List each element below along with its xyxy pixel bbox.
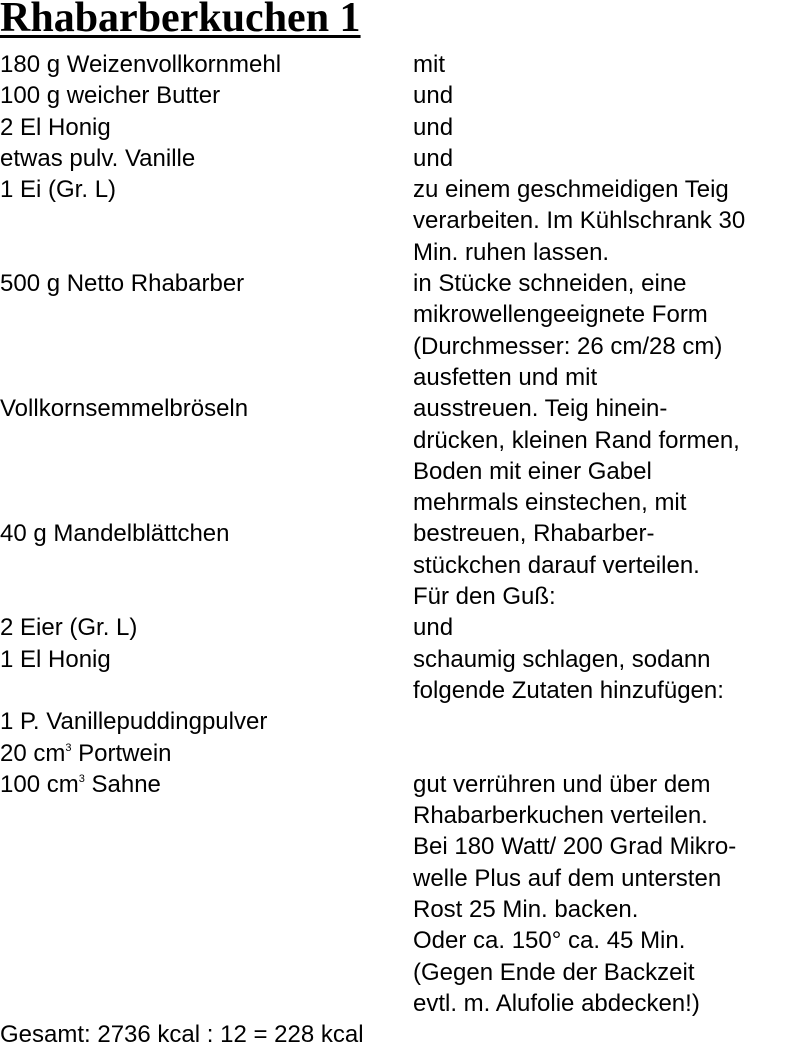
recipe-body bbox=[0, 49, 786, 1051]
instruction-line: verarbeiten. Im Kühlschrank 30 bbox=[413, 207, 746, 235]
ingredient-name: Portwein bbox=[71, 739, 172, 767]
instruction-line: Boden mit einer Gabel bbox=[413, 457, 652, 485]
ingredient: 2 Eier (Gr. L) bbox=[0, 614, 138, 642]
instruction-line: in Stücke schneiden, eine bbox=[413, 270, 687, 298]
recipe-row bbox=[0, 644, 786, 707]
recipe-row bbox=[0, 80, 786, 111]
calorie-total: Gesamt: 2736 kcal : 12 = 228 kcal bbox=[0, 1021, 364, 1049]
ingredient: 180 g Weizenvollkornmehl bbox=[0, 51, 282, 78]
instruction-line: gut verrühren und über dem bbox=[413, 770, 711, 798]
ingredient: 1 P. Vanillepuddingpulver bbox=[0, 708, 268, 736]
instruction bbox=[413, 268, 786, 393]
instruction-line: und bbox=[413, 113, 454, 141]
ingredient-amount: 20 cm bbox=[0, 739, 66, 767]
instruction-line: drücken, kleinen Rand formen, bbox=[413, 426, 740, 454]
instruction-line: Für den Guß: bbox=[413, 583, 556, 611]
recipe-row bbox=[0, 112, 786, 143]
instruction-line: mikrowellengeeignete Form bbox=[413, 301, 708, 329]
ingredient: 100 g weicher Butter bbox=[0, 82, 221, 110]
recipe-title: Rhabarberkuchen 1 bbox=[0, 0, 361, 41]
instruction-line: Bei 180 Watt/ 200 Grad Mikro- bbox=[413, 833, 737, 861]
instruction-line: Rhabarberkuchen verteilen. bbox=[413, 802, 708, 830]
instruction-line: folgende Zutaten hinzufügen: bbox=[413, 676, 724, 704]
instruction-line: Min. ruhen lassen. bbox=[413, 238, 610, 266]
instruction bbox=[413, 769, 786, 1019]
instruction bbox=[413, 612, 786, 643]
ingredient: 500 g Netto Rhabarber bbox=[0, 270, 245, 298]
ingredient: 2 El Honig bbox=[0, 113, 111, 141]
ingredient: etwas pulv. Vanille bbox=[0, 144, 196, 172]
recipe-row bbox=[0, 268, 786, 393]
instruction bbox=[413, 393, 786, 518]
recipe-row bbox=[0, 393, 786, 518]
recipe-row bbox=[0, 612, 786, 643]
superscript-exponent: 3 bbox=[65, 741, 72, 754]
recipe-row bbox=[0, 738, 786, 769]
instruction bbox=[413, 644, 786, 707]
ingredient: Vollkornsemmelbröseln bbox=[0, 395, 249, 423]
instruction-line: Rost 25 Min. backen. bbox=[413, 896, 639, 924]
superscript-exponent: 3 bbox=[78, 772, 85, 785]
instruction-line: ausstreuen. Teig hinein- bbox=[413, 395, 668, 423]
instruction-line: zu einem geschmeidigen Teig bbox=[413, 176, 729, 204]
instruction-line: bestreuen, Rhabarber- bbox=[413, 520, 655, 548]
ingredient bbox=[0, 769, 413, 800]
recipe-row bbox=[0, 143, 786, 174]
recipe-row bbox=[0, 769, 786, 1019]
instruction-line: (Durchmesser: 26 cm/28 cm) bbox=[413, 332, 723, 360]
ingredient: 40 g Mandelblättchen bbox=[0, 520, 230, 548]
instruction bbox=[413, 143, 786, 174]
instruction bbox=[413, 80, 786, 111]
ingredient-name: Sahne bbox=[84, 770, 161, 798]
recipe-row bbox=[0, 518, 786, 612]
instruction bbox=[413, 174, 786, 268]
instruction-line: mehrmals einstechen, mit bbox=[413, 489, 687, 517]
instruction-line: stückchen darauf verteilen. bbox=[413, 551, 700, 579]
recipe-row bbox=[0, 706, 786, 737]
ingredient: 1 Ei (Gr. L) bbox=[0, 176, 117, 204]
recipe-row bbox=[0, 49, 786, 80]
instruction-line: und bbox=[413, 614, 454, 642]
instruction bbox=[413, 49, 786, 80]
ingredient-amount: 100 cm bbox=[0, 770, 79, 798]
instruction-line: und bbox=[413, 82, 454, 110]
instruction-line: schaumig schlagen, sodann bbox=[413, 645, 711, 673]
instruction-line: ausfetten und mit bbox=[413, 363, 598, 391]
instruction-line: und bbox=[413, 144, 454, 172]
instruction-line: Oder ca. 150° ca. 45 Min. bbox=[413, 927, 686, 955]
instruction bbox=[413, 112, 786, 143]
recipe-row bbox=[0, 174, 786, 268]
instruction-line: mit bbox=[413, 51, 445, 78]
instruction-line: evtl. m. Alufolie abdecken!) bbox=[413, 989, 700, 1017]
instruction-line: welle Plus auf dem untersten bbox=[413, 864, 722, 892]
instruction bbox=[413, 518, 786, 612]
ingredient bbox=[0, 738, 413, 769]
instruction-line: (Gegen Ende der Backzeit bbox=[413, 958, 695, 986]
ingredient: 1 El Honig bbox=[0, 645, 111, 673]
